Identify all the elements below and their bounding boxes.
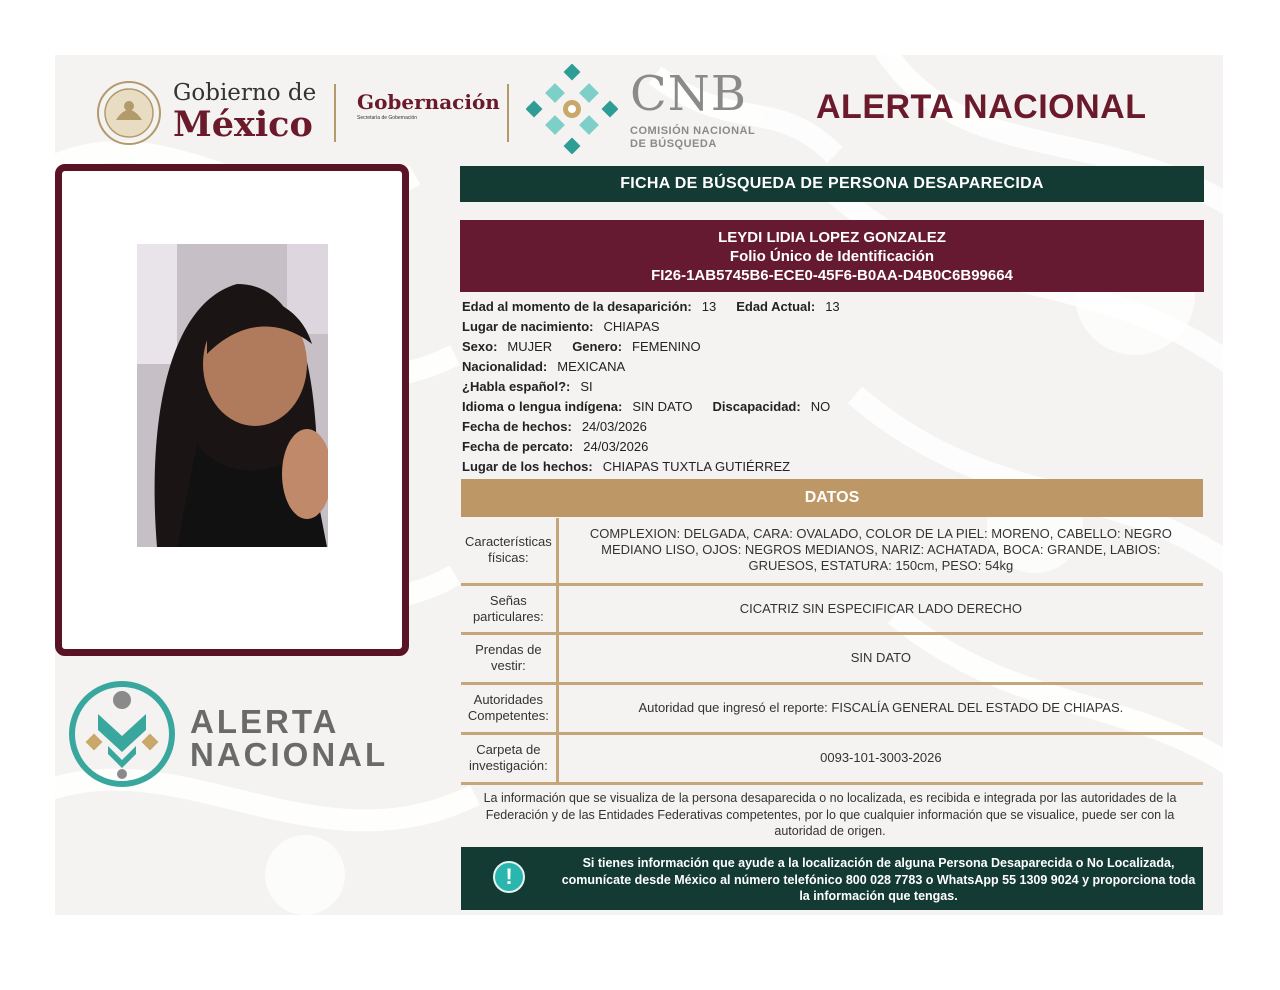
idioma-value: SIN DATO — [632, 399, 693, 414]
person-header — [460, 220, 1204, 292]
table-row — [461, 633, 1203, 683]
info-row-sexo — [462, 339, 701, 354]
table-row — [461, 518, 1203, 584]
edad-desap-value: 13 — [701, 299, 717, 314]
fecha-percato-value: 24/03/2026 — [583, 439, 649, 454]
discapacidad-value: NO — [810, 399, 831, 414]
info-row-fecha-percato — [462, 439, 648, 454]
datos-table — [461, 518, 1203, 785]
datos-label: Características físicas: — [461, 518, 557, 584]
gobierno-line1: Gobierno de — [173, 80, 317, 106]
datos-title: DATOS — [461, 479, 1203, 517]
info-row-lugar-hechos — [462, 459, 790, 474]
alert-icon: ! — [493, 861, 525, 893]
mexico-seal-icon — [94, 80, 164, 146]
fecha-hechos-label: Fecha de hechos: — [462, 419, 572, 434]
gobernacion-logo — [357, 92, 500, 121]
fecha-percato-label: Fecha de percato: — [462, 439, 574, 454]
gobierno-line2: México — [173, 104, 313, 145]
idioma-label: Idioma o lengua indígena: — [462, 399, 623, 414]
cnb-emblem-icon — [526, 64, 618, 154]
table-row — [461, 733, 1203, 783]
datos-value: SIN DATO — [557, 633, 1203, 683]
espanol-label: ¿Habla español?: — [462, 379, 571, 394]
logo-line1: ALERTA — [190, 703, 340, 740]
nacimiento-label: Lugar de nacimiento: — [462, 319, 594, 334]
person-name: LEYDI LIDIA LOPEZ GONZALEZ — [718, 228, 946, 246]
info-row-idioma — [462, 399, 830, 414]
genero-label: Genero: — [572, 339, 623, 354]
fecha-hechos-value: 24/03/2026 — [581, 419, 647, 434]
datos-value: Autoridad que ingresó el reporte: FISCALÍA GENERAL DEL ESTADO DE CHIAPAS. — [557, 683, 1203, 733]
nacionalidad-label: Nacionalidad: — [462, 359, 548, 374]
nacionalidad-value: MEXICANA — [557, 359, 626, 374]
folio-value: FI26-1AB5745B6-ECE0-45F6-B0AA-D4B0C6B99664 — [651, 266, 1013, 284]
edad-actual-value: 13 — [825, 299, 840, 314]
info-row-nacimiento — [462, 319, 660, 334]
datos-value: COMPLEXION: DELGADA, CARA: OVALADO, COLOR DE LA PIEL: MORENO, CABELLO: NEGRO MEDIANO LISO, OJOS: NEGROS MEDIANOS, NARIZ: ACHATADA, BOCA: GRANDE, LABIOS: GRUESOS, ESTATURA: 150cm, PESO: 54kg — [557, 518, 1203, 584]
datos-value: CICATRIZ SIN ESPECIFICAR LADO DERECHO — [557, 584, 1203, 633]
folio-label: Folio Único de Identificación — [729, 247, 935, 265]
datos-label: Prendas de vestir: — [461, 633, 557, 683]
info-row-espanol — [462, 379, 593, 394]
table-row — [461, 584, 1203, 633]
sexo-label: Sexo: — [462, 339, 498, 354]
alerta-nacional-title: ALERTA NACIONAL — [816, 88, 1147, 126]
sexo-value: MUJER — [507, 339, 553, 354]
info-row-edad — [462, 299, 840, 314]
contact-message: Si tienes información que ayude a la localización de alguna Persona Desaparecida o No Localizada, comunícate desde México al número telefónico 800 028 7783 o WhatsApp 55 1309 9024 y proporciona toda la información que tengas. — [561, 856, 1196, 903]
lugar-hechos-label: Lugar de los hechos: — [462, 459, 593, 474]
nacimiento-value: CHIAPAS — [603, 319, 660, 334]
contact-banner — [461, 847, 1203, 910]
datos-label: Carpeta de investigación: — [461, 733, 557, 783]
info-row-fecha-hechos — [462, 419, 647, 434]
gobernacion-subtitle: Secretaría de Gobernación — [357, 115, 418, 121]
genero-value: FEMENINO — [632, 339, 701, 354]
lugar-hechos-value: CHIAPAS TUXTLA GUTIÉRREZ — [602, 459, 791, 474]
logo-line2: NACIONAL — [190, 736, 389, 773]
gobierno-de-mexico-logo — [173, 80, 317, 145]
header-divider — [507, 84, 509, 142]
datos-label: Señas particulares: — [461, 584, 557, 633]
cnb-name-line1: COMISIÓN NACIONAL — [630, 125, 756, 137]
cnb-acronym: CNB — [630, 66, 747, 122]
datos-label: Autoridades Competentes: — [461, 683, 557, 733]
table-row — [461, 683, 1203, 733]
datos-value: 0093-101-3003-2026 — [557, 733, 1203, 783]
disclaimer-text: La información que se visualiza de la persona desaparecida o no localizada, es recibida e integrada por las autoridades de la Federación y de las Entidades Federativas competentes, por lo que cualquier información que se visualice, puede ser con la autoridad de origen. — [483, 791, 1177, 838]
missing-person-photo — [137, 244, 328, 547]
edad-actual-label: Edad Actual: — [736, 299, 816, 314]
edad-desap-label: Edad al momento de la desaparición: — [462, 299, 692, 314]
ficha-title: FICHA DE BÚSQUEDA DE PERSONA DESAPARECIDA — [460, 166, 1204, 202]
alerta-nacional-logo-text — [190, 705, 388, 771]
header-divider — [334, 84, 336, 142]
cnb-logo-text — [630, 66, 756, 150]
discapacidad-label: Discapacidad: — [712, 399, 801, 414]
info-row-nacionalidad — [462, 359, 625, 374]
cnb-name-line2: DE BÚSQUEDA — [630, 138, 717, 150]
gobernacion-title: Gobernación — [357, 90, 500, 114]
alerta-nacional-logo-icon — [68, 680, 176, 788]
espanol-value: SI — [580, 379, 593, 394]
